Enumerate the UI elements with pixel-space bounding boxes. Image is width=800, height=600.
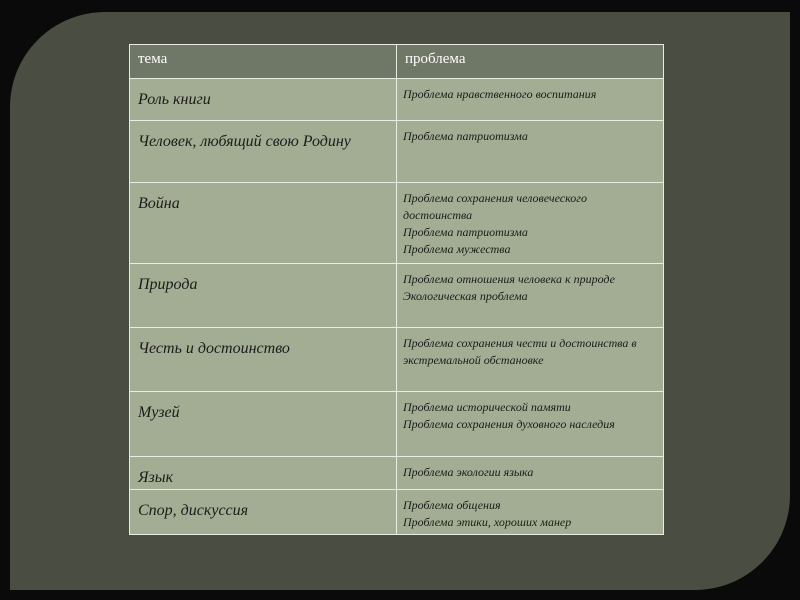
problem-line: Проблема нравственного воспитания [403, 87, 597, 101]
table-row [130, 183, 664, 264]
problem-line: Проблема мужества [403, 242, 511, 256]
problem-line: Проблема патриотизма [403, 225, 528, 239]
problem-line: Проблема этики, хороших манер [403, 515, 572, 529]
topic-cell: Музей [130, 392, 397, 457]
problem-line: Проблема сохранения человеческого достоинства [403, 191, 587, 222]
problem-line: Проблема общения [403, 498, 501, 512]
table-row [130, 490, 664, 535]
problem-line: Проблема исторической памяти [403, 400, 571, 414]
problem-line: Проблема патриотизма [403, 129, 528, 143]
problem-line: Проблема сохранения духовного наследия [403, 417, 615, 431]
table-row [130, 328, 664, 392]
topic-cell: Спор, дискуссия [130, 490, 397, 535]
table-row [130, 392, 664, 457]
table-row [130, 457, 664, 490]
topic-cell: Честь и достоинство [130, 328, 397, 392]
topic-cell: Роль книги [130, 79, 397, 121]
problems-cell [397, 79, 664, 121]
topic-cell: Война [130, 183, 397, 264]
table-row [130, 121, 664, 183]
problem-line: Проблема отношения человека к природе [403, 272, 615, 286]
topic-cell: Природа [130, 264, 397, 328]
table-row [130, 264, 664, 328]
topic-cell: Человек, любящий свою Родину [130, 121, 397, 183]
problems-cell [397, 457, 664, 490]
header-problem: проблема [397, 45, 664, 79]
problems-cell [397, 264, 664, 328]
problems-cell [397, 183, 664, 264]
problems-cell [397, 328, 664, 392]
problem-line: Проблема сохранения чести и достоинства в экстремальной обстановке [403, 336, 637, 367]
problems-cell [397, 121, 664, 183]
table-header-row [130, 45, 664, 79]
problems-cell [397, 392, 664, 457]
problem-line: Проблема экологии языка [403, 465, 534, 479]
problems-cell [397, 490, 664, 535]
table-row [130, 79, 664, 121]
problem-line: Экологическая проблема [403, 289, 528, 303]
topic-cell: Язык [130, 457, 397, 490]
header-topic: тема [130, 45, 397, 79]
topics-table [129, 44, 664, 535]
